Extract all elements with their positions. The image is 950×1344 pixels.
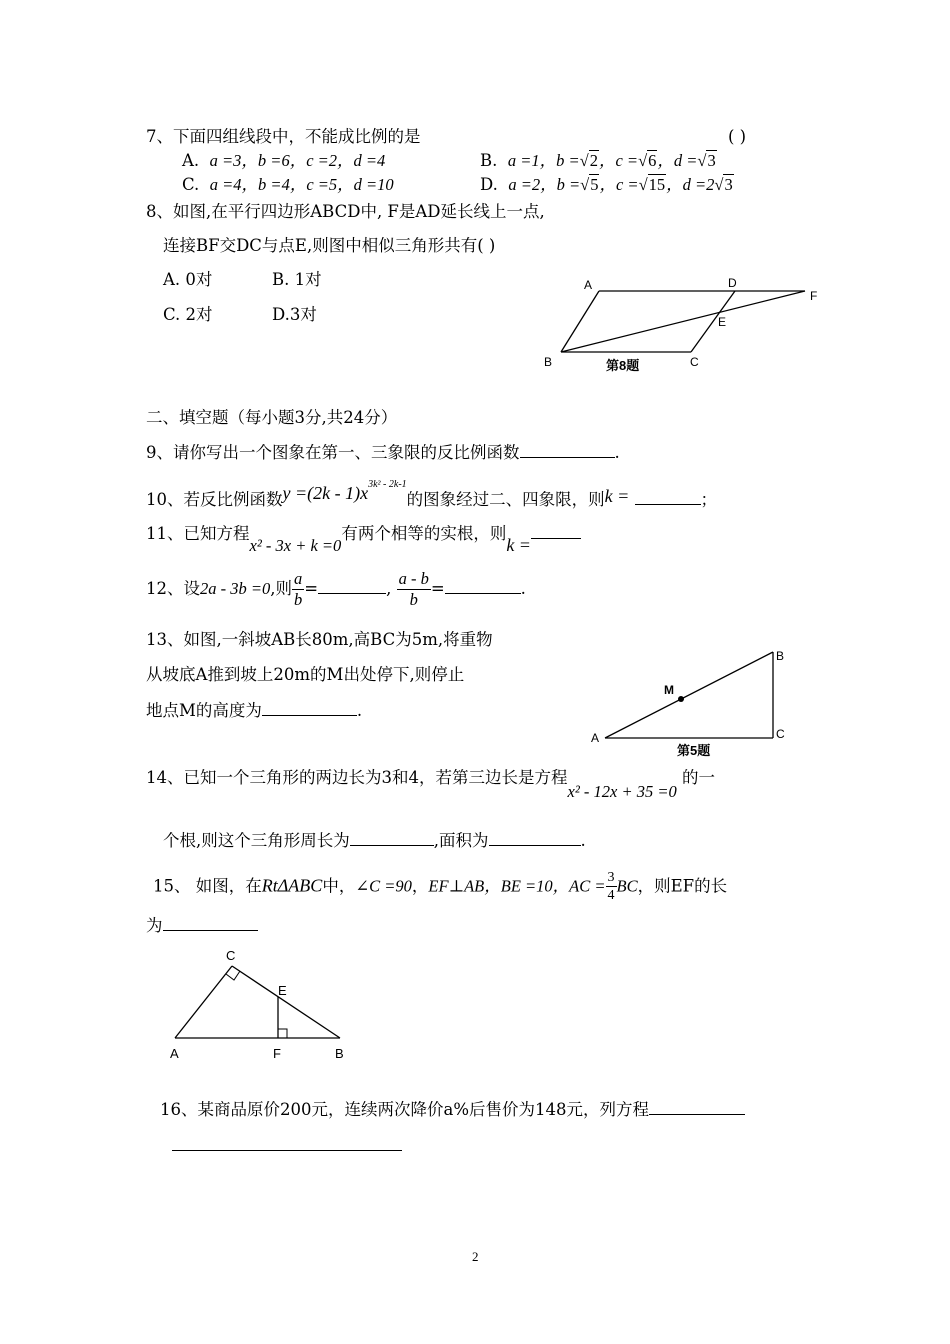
page-number: 2 <box>472 1249 479 1264</box>
section2-title: 二、填空题（每小题3分,共24分） <box>146 408 398 427</box>
q12: 12、设2a - 3b =0,则 $\frac{a}{b}$ = , $\frac{a - b}{b}$ = . <box>146 569 526 610</box>
q15-label-a: A <box>170 1046 179 1061</box>
q13-caption: 第5题 <box>677 743 711 758</box>
q8-line1: 8、如图,在平行四边形ABCD中, F是AD延长线上一点, <box>146 202 545 221</box>
q13-label-b: B <box>776 649 785 663</box>
q8-label-d: D <box>728 276 737 290</box>
q16-answer-line <box>172 1150 402 1151</box>
q8-caption: 第8题 <box>606 358 640 373</box>
q7-answer-paren: ( ) <box>728 127 747 146</box>
q11: 11、已知方程x² - 3x + k =0有两个相等的实根，则k = <box>146 524 581 543</box>
q8-option-c: C. 2对 <box>163 305 213 324</box>
q7-option-d: D. a =2，b =√5，c =√15，d =2√3 <box>480 175 733 194</box>
q8-line2: 连接BF交DC与点E,则图中相似三角形共有( ) <box>163 236 496 255</box>
q15-right-angle-c <box>226 971 240 980</box>
q8-label-f: F <box>810 289 818 303</box>
q15-label-e: E <box>278 983 287 998</box>
q15-line2: 为 <box>146 918 258 935</box>
q8-label-b: B <box>544 355 553 369</box>
q15-right-angle-f <box>278 1029 287 1038</box>
q13-point-m <box>678 696 684 702</box>
q15-label-f: F <box>273 1046 281 1061</box>
q8-line-bf <box>561 291 805 352</box>
q15-line-ac <box>175 966 232 1038</box>
q13-figure <box>585 642 795 760</box>
q9: 9、请你写出一个图象在第一、三象限的反比例函数 . <box>146 443 620 462</box>
q8-option-d: D.3对 <box>272 305 317 324</box>
q15-line-cb <box>232 966 340 1038</box>
q7-stem: 7、下面四组线段中，不能成比例的是 <box>146 127 421 146</box>
q13-line1: 13、如图,一斜坡AB长80m,高BC为5m,将重物 <box>146 630 493 649</box>
q15-label-c: C <box>226 948 236 963</box>
q8-line-ab <box>561 291 599 352</box>
q15-figure <box>160 940 360 1065</box>
q8-label-e: E <box>718 315 727 329</box>
q10: 10、若反比例函数$y =(2k - 1)x^{3k^2 - 2k-1}$的图象经过二、四象限，则k = ； <box>146 478 718 509</box>
q15-line1: 15、 如图，在RtΔABC中，∠C =90，EF⊥AB，BE =10，AC = $\frac{3}{4}$ BC，则EF的长 <box>153 870 728 904</box>
q8-figure <box>530 270 830 380</box>
q8-option-a: A. 0对 <box>163 270 213 289</box>
q8-option-b: B. 1对 <box>272 270 322 289</box>
q7-option-c: C. a =4，b =4，c =5，d =10 <box>182 175 394 194</box>
q14-line2: 个根,则这个三角形周长为 ,面积为 . <box>163 831 586 850</box>
q15-label-b: B <box>335 1046 344 1061</box>
q13-label-m: M <box>664 683 674 697</box>
q8-line-cd <box>691 291 735 352</box>
q13-line-ab <box>605 652 773 738</box>
q13-label-a: A <box>591 731 600 745</box>
q8-label-c: C <box>690 355 699 369</box>
q7-option-a: A. a =3，b =6，c =2，d =4 <box>182 151 386 170</box>
q7-option-b: B. a =1，b =√2，c =√6，d =√3 <box>480 151 716 170</box>
q16: 16、某商品原价200元，连续两次降价a%后售价为148元，列方程 <box>160 1102 745 1119</box>
q13-line2: 从坡底A推到坡上20m的M出处停下,则停止 <box>146 665 465 684</box>
q14-line1: 14、已知一个三角形的两边长为3和4，若第三边长是方程x² - 12x + 35 =0 的一 <box>146 768 715 801</box>
q13-line3: 地点M的高度为 . <box>146 701 363 720</box>
q13-label-c: C <box>776 727 785 741</box>
q8-label-a: A <box>584 278 593 292</box>
